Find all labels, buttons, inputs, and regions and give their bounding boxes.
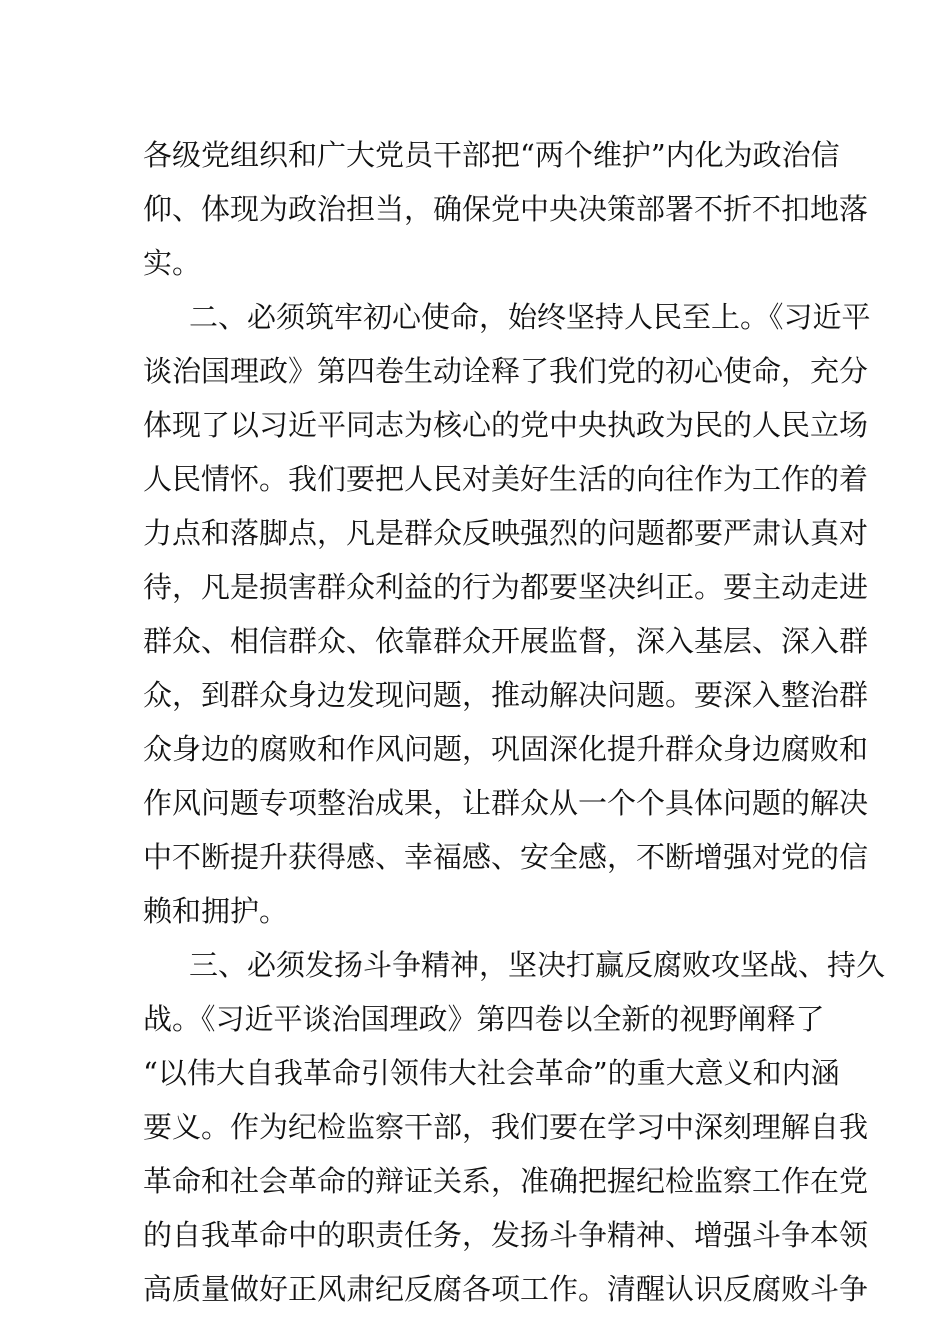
text-line: 各级党组织和广大党员干部把“两个维护”内化为政治信 (143, 138, 840, 172)
text-line: 人民情怀。我们要把人民对美好生活的向往作为工作的着 (143, 462, 869, 496)
text-line: 革命和社会革命的辩证关系，准确把握纪检监察工作在党 (143, 1164, 869, 1198)
text-line: 实。 (143, 246, 202, 280)
text-line: 高质量做好正风肃纪反腐各项工作。清醒认识反腐败斗争 (143, 1272, 869, 1306)
text-line: 众身边的腐败和作风问题，巩固深化提升群众身边腐败和 (143, 732, 869, 766)
text-line: 的自我革命中的职责任务，发扬斗争精神、增强斗争本领 (143, 1218, 869, 1252)
body-text (143, 128, 886, 1316)
text-line: 战。《习近平谈治国理政》第四卷以全新的视野阐释了 (143, 1002, 825, 1036)
text-line: 体现了以习近平同志为核心的党中央执政为民的人民立场 (143, 408, 869, 442)
text-line: 群众、相信群众、依靠群众开展监督，深入基层、深入群 (143, 624, 869, 658)
section-heading-line: 三、必须发扬斗争精神，坚决打赢反腐败攻坚战、持久 (189, 948, 886, 982)
text-line: 赖和拥护。 (143, 894, 289, 928)
text-line: 力点和落脚点，凡是群众反映强烈的问题都要严肃认真对 (143, 516, 869, 550)
text-line: 待，凡是损害群众利益的行为都要坚决纠正。要主动走进 (143, 570, 869, 604)
text-line: 中不断提升获得感、幸福感、安全感，不断增强对党的信 (143, 840, 869, 874)
text-line: 谈治国理政》第四卷生动诠释了我们党的初心使命，充分 (143, 354, 869, 388)
text-line: 众，到群众身边发现问题，推动解决问题。要深入整治群 (143, 678, 869, 712)
section-heading-line: 二、必须筑牢初心使命，始终坚持人民至上。《习近平 (189, 300, 871, 334)
text-line: 要义。作为纪检监察干部，我们要在学习中深刻理解自我 (143, 1110, 869, 1144)
text-line: 作风问题专项整治成果，让群众从一个个具体问题的解决 (143, 786, 869, 820)
text-line: “以伟大自我革命引领伟大社会革命”的重大意义和内涵 (143, 1056, 840, 1090)
text-line: 仰、体现为政治担当，确保党中央决策部署不折不扣地落 (143, 192, 869, 226)
